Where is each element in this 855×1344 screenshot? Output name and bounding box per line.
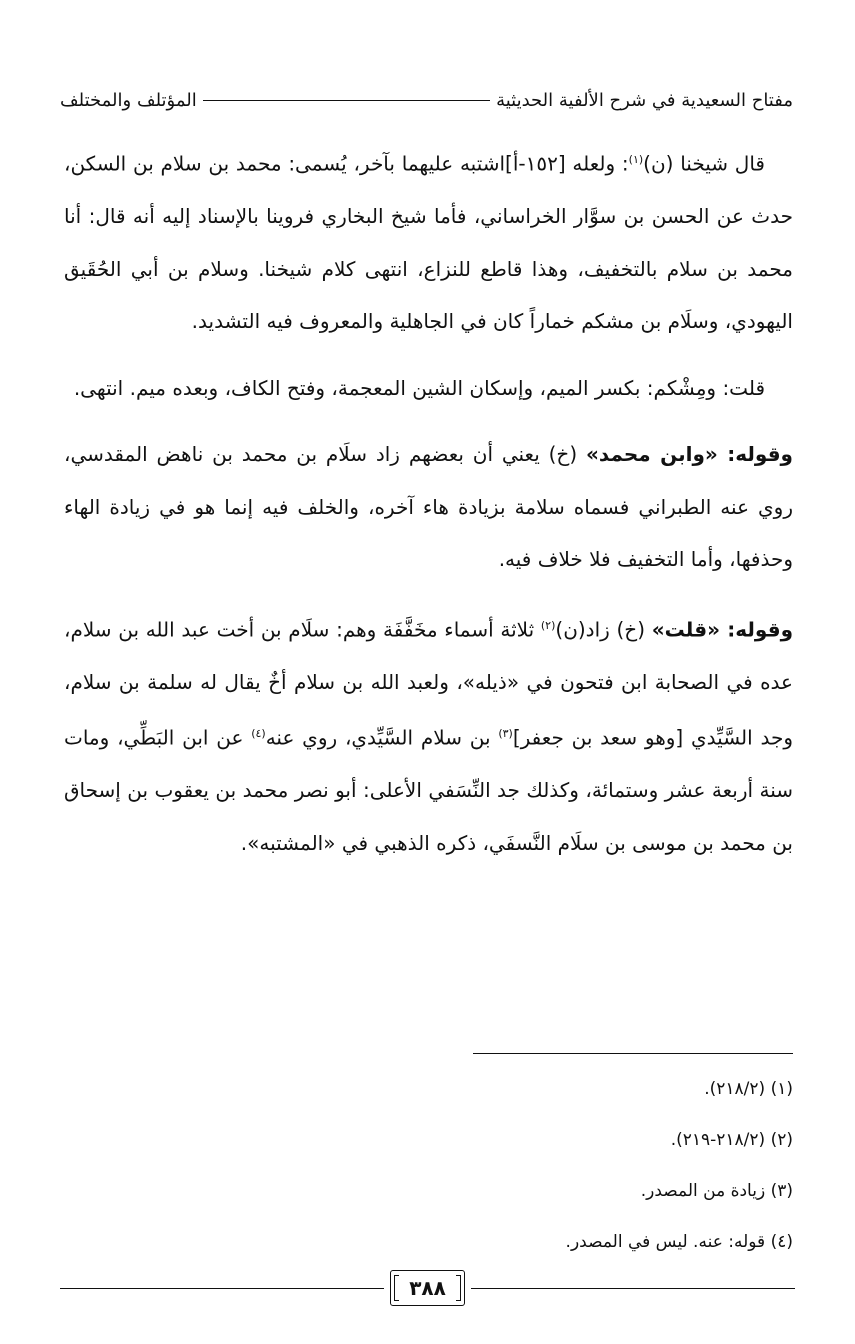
paragraph-3-lead: وقوله: «وابن محمد» bbox=[585, 442, 793, 467]
paragraph-2 bbox=[64, 362, 793, 415]
paragraph-4-text-a: (خ) زاد(ن) bbox=[555, 617, 652, 642]
page-footer bbox=[60, 1268, 795, 1308]
section-title: المؤتلف والمختلف bbox=[60, 89, 197, 111]
footnotes bbox=[64, 1064, 793, 1268]
book-title: مفتاح السعيدية في شرح الألفية الحديثية bbox=[496, 89, 793, 111]
footnote-1: (١) (٢١٨/٢). bbox=[704, 1079, 793, 1099]
header-rule bbox=[203, 100, 490, 101]
footnote-2: (٢) (٢١٨/٢-٢١٩). bbox=[670, 1130, 793, 1150]
paragraph-3-text: (خ) يعني أن بعضهم زاد سلَام بن محمد بن ناهض المقدسي، روي عنه الطبراني فسماه سلامة بزيادة هاء آخره، والخلف فيه إنما هو في زيادة الهاء وحذفها، وأما التخفيف فلا خلاف فيه. bbox=[64, 442, 793, 572]
footnote-ref-4: (٤) bbox=[251, 727, 266, 741]
paragraph-2-text: قلت: ومِشْكم: بكسر الميم، وإسكان الشين المعجمة، وفتح الكاف، وبعده ميم. انتهى. bbox=[73, 375, 765, 400]
main-text bbox=[64, 134, 793, 883]
paragraph-1-text-a: قال شيخنا (ن) bbox=[643, 151, 765, 176]
paragraph-4-text-b: ثلاثة أسماء مخَفَّفَة وهم: سلَام بن أخت عبد الله بن سلام، عده في الصحابة ابن فتحون في «ذيله»، ولعبد الله بن سلام أخٌ يقال له سلمة بن سلام، وجد السَّيِّدي [وهو سعد بن جعفر] bbox=[64, 617, 793, 750]
footer-rule-left bbox=[60, 1288, 384, 1289]
paragraph-4-text-d: عن ابن البَطِّي، ومات سنة أربعة عشر وستمائة، وكذلك جد النِّسَفي الأعلى: أبو نصر محمد بن يعقوب بن إسحاق بن محمد بن موسى بن سلَام النَّسفَي، ذكره الذهبي في «المشتبه». bbox=[64, 725, 793, 855]
running-header bbox=[60, 80, 793, 120]
footnote-ref-2: (٢) bbox=[540, 618, 556, 632]
paragraph-4-text-c: بن سلام السَّيِّدي، روي عنه bbox=[265, 725, 499, 750]
paragraph-3 bbox=[64, 428, 793, 586]
footnote-ref-3: (٣) bbox=[498, 727, 513, 741]
paragraph-4 bbox=[64, 600, 793, 870]
paragraph-1 bbox=[64, 134, 793, 348]
paragraph-1-text-b: : ولعله [١٥٢-أ]اشتبه عليهما بآخر، يُسمى: محمد بن سلام بن السكن، حدث عن الحسن بن سوَّار الخراساني، فأما شيخ البخاري فروينا بالإسناد إليه أنه قال: أنا محمد بن سلام بالتخفيف، وهذا قاطع للنزاع، انتهى كلام شيخنا. وسلام بن أبي الحُقَيق اليهودي، وسلَام بن مشكم خماراً كان في الجاهلية والمعروف فيه التشديد. bbox=[64, 151, 793, 334]
footnote-separator bbox=[473, 1053, 793, 1054]
paragraph-4-lead: وقوله: «قلت» bbox=[651, 617, 793, 642]
footer-rule-right bbox=[471, 1288, 795, 1289]
footnote-3: (٣) زيادة من المصدر. bbox=[640, 1181, 793, 1201]
footnote-ref-1: (١) bbox=[628, 153, 644, 166]
footnote-4: (٤) قوله: عنه. ليس في المصدر. bbox=[565, 1232, 793, 1252]
page-number: ٣٨٨ bbox=[390, 1270, 465, 1306]
